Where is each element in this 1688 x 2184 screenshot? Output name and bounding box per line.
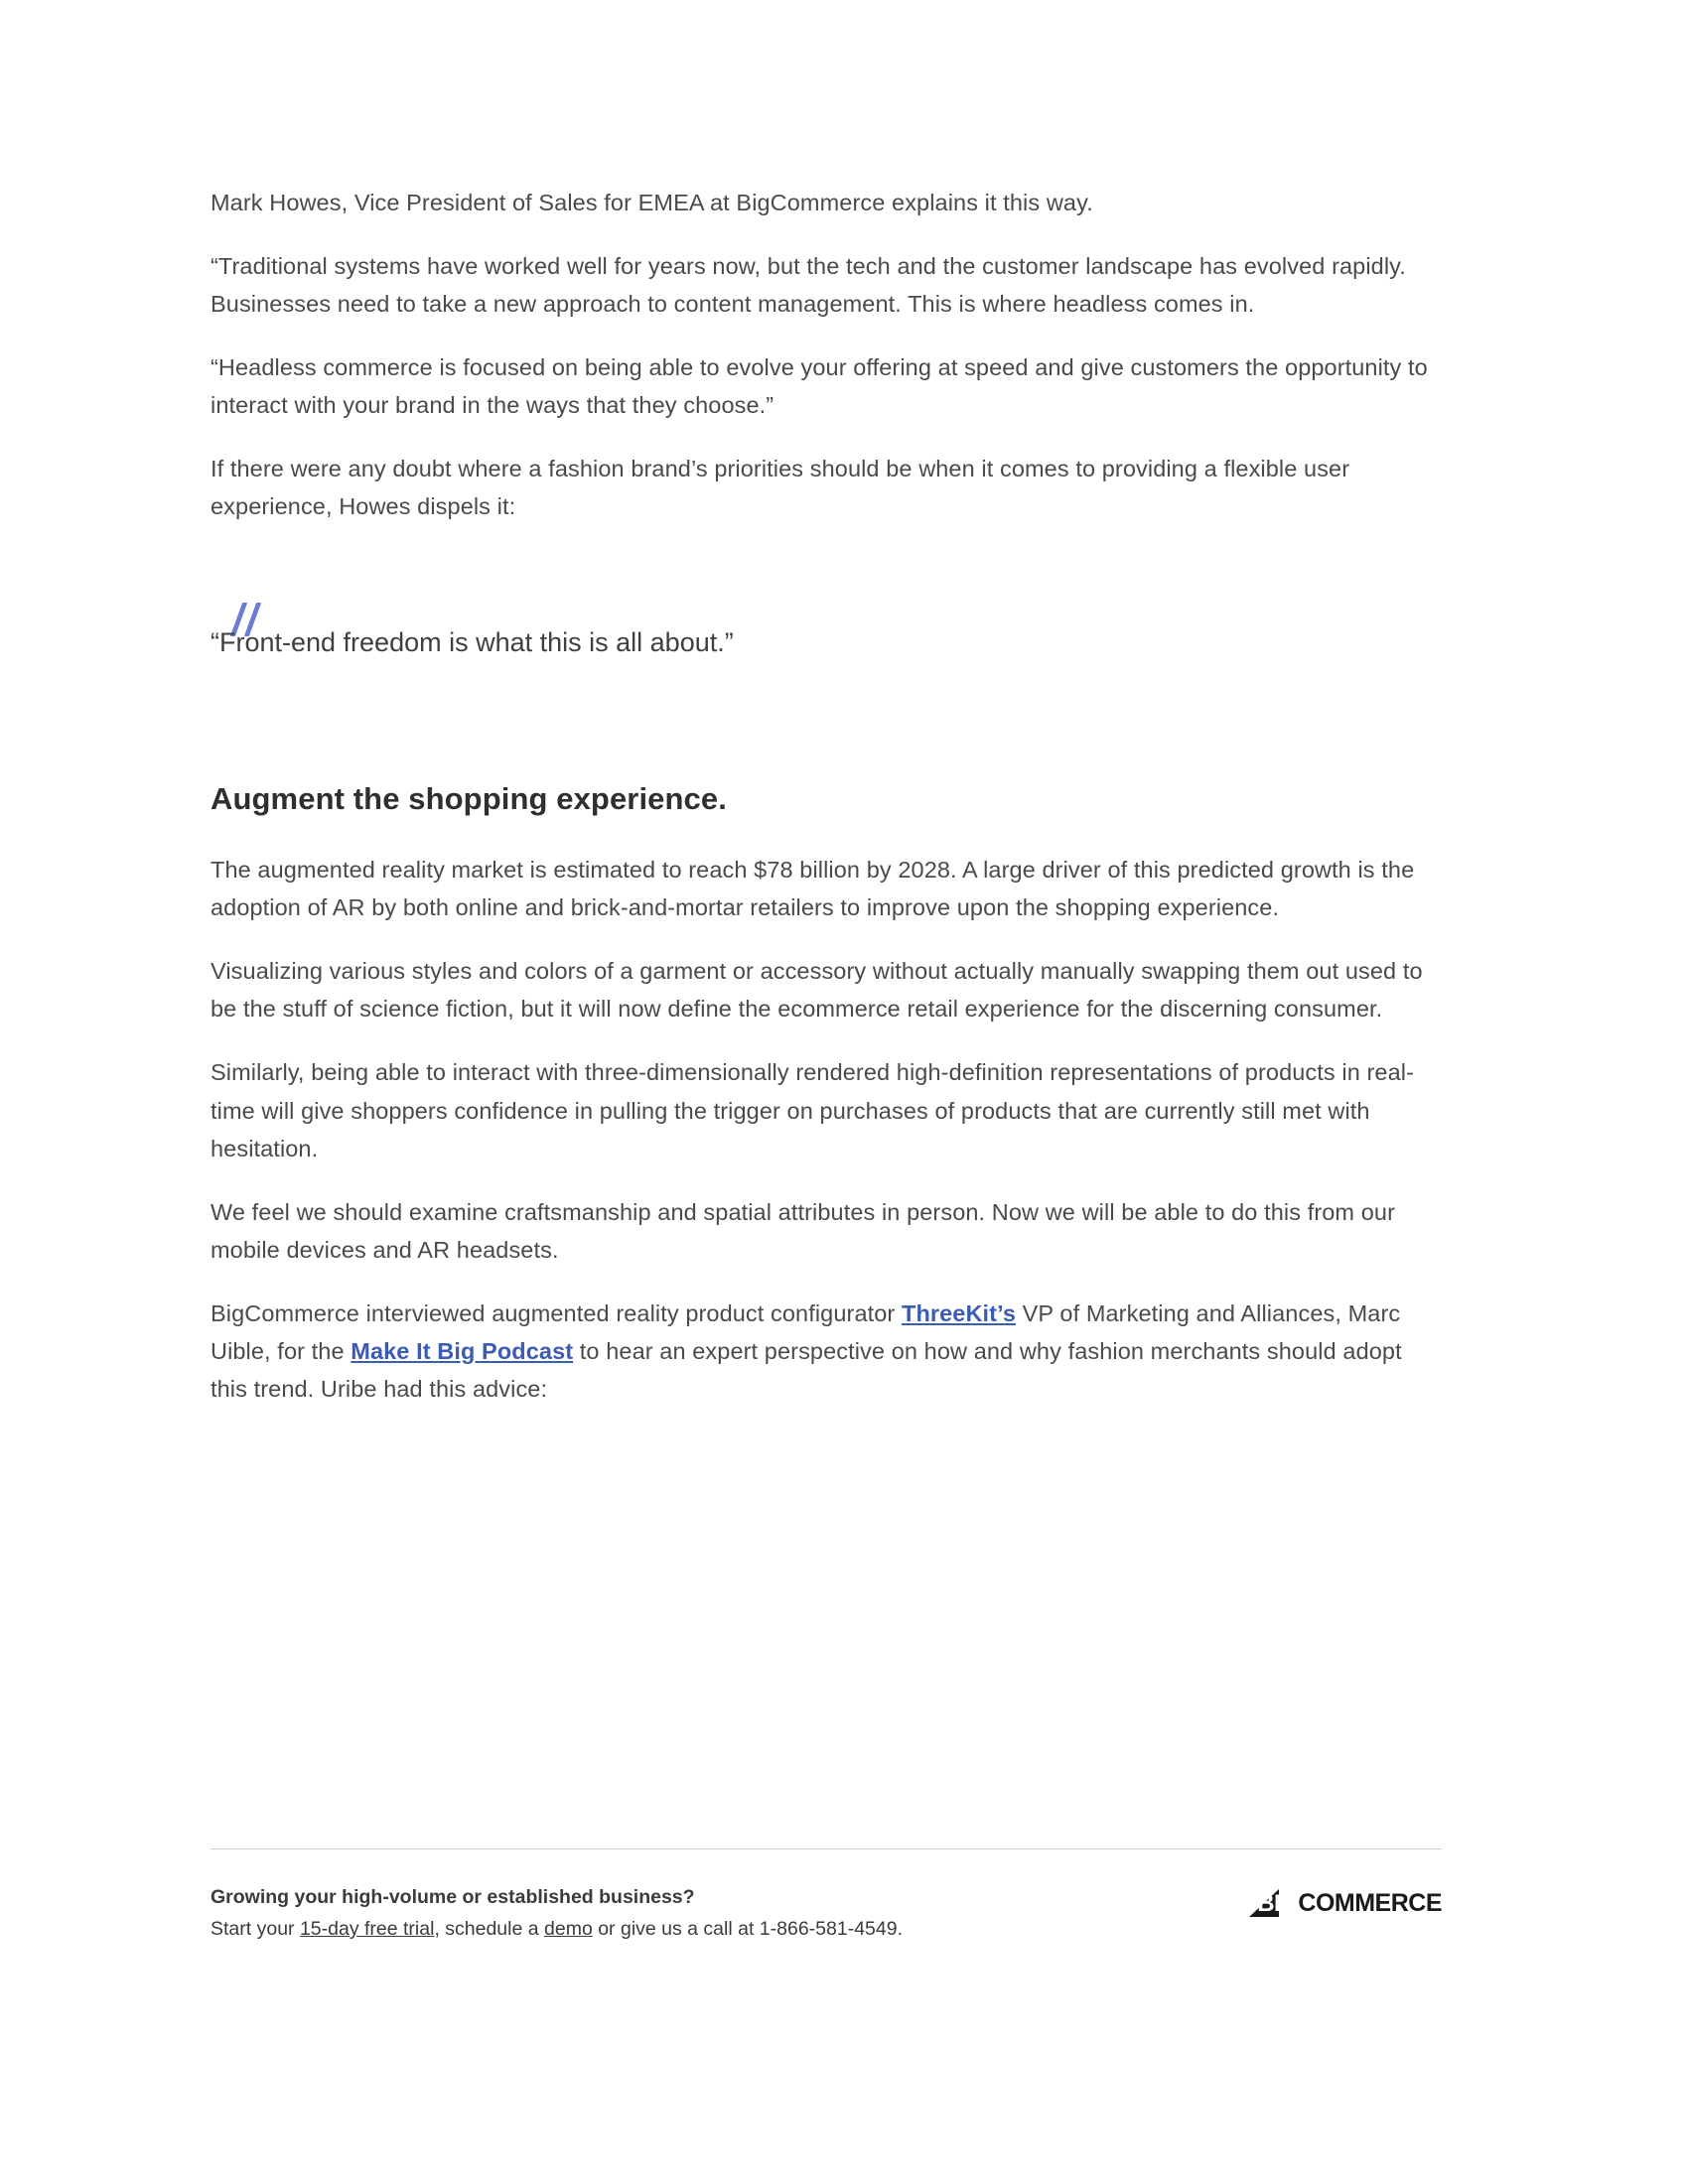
interview-text-part1: BigCommerce interviewed augmented reality product configurator xyxy=(211,1299,902,1326)
footer-cta-suffix: or give us a call at 1-866-581-4549. xyxy=(592,1918,903,1941)
paragraph-quote-headless: “Headless commerce is focused on being able to evolve your offering at speed and give customers the opportunity to interact with your brand in the ways that they choose.” xyxy=(211,354,1428,419)
logo-commerce-text: COMMERCE xyxy=(1298,1889,1442,1917)
link-demo[interactable]: demo xyxy=(544,1918,593,1941)
link-free-trial[interactable]: 15-day free trial xyxy=(299,1918,435,1941)
logo-big-text: BIG xyxy=(1257,1890,1299,1917)
interview-text-part3: to hear an expert perspective on how and why fashion merchants should adopt this trend. Uribe had this advice: xyxy=(211,1337,1402,1402)
footer-cta-mid: , schedule a xyxy=(434,1918,545,1941)
footer-headline: Growing your high-volume or established business? xyxy=(211,1886,695,1908)
interview-text-part2: VP of Marketing and Alliances, Marc Uible, for the xyxy=(211,1299,1401,1364)
paragraph-visualizing: Visualizing various styles and colors of a garment or accessory without actually manually swapping them out used to be the stuff of science fiction, but it will now define the ecommerce retail experience for the discerning consumer. xyxy=(211,958,1423,1023)
paragraph-ar-market: The augmented reality market is estimated to reach $78 billion by 2028. A large driver of this predicted growth is the adoption of AR by both online and brick-and-mortar retailers to improve upon the shopping experience. xyxy=(211,857,1415,921)
paragraph-interview xyxy=(211,1295,1442,1408)
paragraph-craftsmanship: We feel we should examine craftsmanship and spatial attributes in person. Now we will be able to do this from our mobile devices and AR headsets. xyxy=(211,1198,1395,1263)
paragraph-quote-traditional: “Traditional systems have worked well for years now, but the tech and the customer landscape has evolved rapidly. Businesses need to take a new approach to content management. This is where headless comes in. xyxy=(211,253,1406,318)
paragraph-intro: Mark Howes, Vice President of Sales for EMEA at BigCommerce explains it this way. xyxy=(211,190,1093,215)
footer-cta-prefix: Start your xyxy=(211,1918,300,1941)
pull-quote-text: “Front-end freedom is what this is all about.” xyxy=(211,627,734,658)
document-body xyxy=(211,184,1442,1433)
section-heading: Augment the shopping experience. xyxy=(211,781,727,817)
footer-cta-block xyxy=(211,1881,903,1945)
page-footer xyxy=(211,1848,1442,1945)
footer-cta-line xyxy=(211,1913,903,1945)
footer-divider xyxy=(211,1848,1442,1849)
link-threekit[interactable]: ThreeKit’s xyxy=(901,1299,1017,1326)
paragraph-priorities: If there were any doubt where a fashion brand’s priorities should be when it comes to providing a flexible user experience, Howes dispels it: xyxy=(211,456,1350,520)
paragraph-similarly: Similarly, being able to interact with three-dimensionally rendered high-definition representations of products in real-time will give shoppers confidence in pulling the trigger on purchases of products that are currently still met with hesitation. xyxy=(211,1059,1415,1161)
pull-quote-block xyxy=(211,624,1442,662)
bigcommerce-logo xyxy=(1249,1889,1442,1918)
link-make-it-big-podcast[interactable]: Make It Big Podcast xyxy=(351,1337,574,1364)
